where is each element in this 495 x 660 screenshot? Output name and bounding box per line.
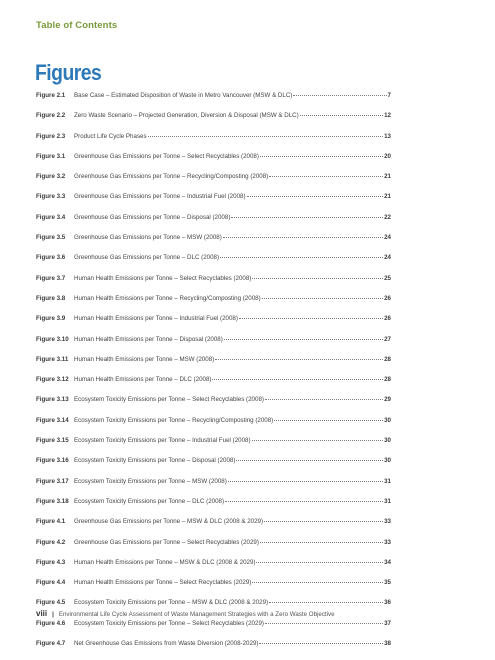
figure-number: Figure 3.2 xyxy=(36,173,66,181)
figure-caption: Zero Waste Scenario – Projected Generation, Diversion & Disposal (MSW & DLC) xyxy=(74,112,299,120)
toc-entry[interactable] xyxy=(36,417,391,437)
figure-page-number: 27 xyxy=(384,335,391,343)
figure-caption: Ecosystem Toxicity Emissions per Tonne – Select Recyclables (2008) xyxy=(74,396,264,404)
figure-caption: Greenhouse Gas Emissions per Tonne – Disposal (2008) xyxy=(74,213,231,221)
toc-entry[interactable] xyxy=(36,133,391,153)
figure-caption: Ecosystem Toxicity Emissions per Tonne – DLC (2008) xyxy=(74,497,225,505)
figure-page-number: 30 xyxy=(384,437,391,445)
figure-page-number: 33 xyxy=(384,538,391,546)
dot-leader xyxy=(212,375,383,380)
figure-number: Figure 3.13 xyxy=(36,396,69,404)
figure-number: Figure 3.18 xyxy=(36,497,69,505)
figure-caption: Human Health Emissions per Tonne – DLC (2008) xyxy=(74,376,212,384)
dot-leader xyxy=(220,253,383,258)
figure-page-number: 38 xyxy=(384,640,391,648)
toc-entry[interactable] xyxy=(36,437,391,457)
figure-caption: Ecosystem Toxicity Emissions per Tonne – Disposal (2008) xyxy=(74,457,236,465)
toc-entry[interactable] xyxy=(36,234,391,254)
dot-leader xyxy=(274,416,383,421)
figure-caption: Human Health Emissions per Tonne – Disposal (2008) xyxy=(74,335,223,343)
figure-caption: Human Health Emissions per Tonne – Select Recyclables (2029) xyxy=(74,579,252,587)
dot-leader xyxy=(262,294,383,299)
figure-number: Figure 3.9 xyxy=(36,315,66,323)
toc-entry[interactable] xyxy=(36,112,391,132)
figure-caption: Greenhouse Gas Emissions per Tonne – Recycling/Composting (2008) xyxy=(74,173,269,181)
figure-caption: Ecosystem Toxicity Emissions per Tonne – Recycling/Composting (2008) xyxy=(74,416,274,424)
figure-page-number: 20 xyxy=(384,152,391,160)
toc-entry[interactable] xyxy=(36,579,391,599)
figure-page-number: 28 xyxy=(384,355,391,363)
dot-leader xyxy=(231,213,383,218)
figure-page-number: 35 xyxy=(384,579,391,587)
document-title: Environmental Life Cycle Assessment of Waste Management Strategies with a Zero Waste Objective xyxy=(58,611,335,618)
figures-list xyxy=(36,92,391,660)
dot-leader xyxy=(260,152,383,157)
figure-caption: Human Health Emissions per Tonne – Recycling/Composting (2008) xyxy=(74,294,261,302)
figure-number: Figure 4.7 xyxy=(36,640,66,648)
toc-entry[interactable] xyxy=(36,498,391,518)
figure-number: Figure 4.4 xyxy=(36,579,66,587)
figure-page-number: 34 xyxy=(384,558,391,566)
dot-leader xyxy=(228,477,383,482)
dot-leader xyxy=(293,91,386,96)
figure-number: Figure 3.1 xyxy=(36,152,66,160)
figure-number: Figure 4.2 xyxy=(36,538,66,546)
figure-number: Figure 3.14 xyxy=(36,416,69,424)
page-title: Figures xyxy=(35,60,102,85)
figure-number: Figure 3.8 xyxy=(36,294,66,302)
figure-number: Figure 3.7 xyxy=(36,274,66,282)
figure-number: Figure 4.5 xyxy=(36,599,66,607)
dot-leader xyxy=(236,456,383,461)
figure-number: Figure 2.3 xyxy=(36,132,66,140)
figure-number: Figure 4.6 xyxy=(36,619,66,627)
toc-entry[interactable] xyxy=(36,620,391,640)
figure-page-number: 31 xyxy=(384,497,391,505)
figure-caption: Greenhouse Gas Emissions per Tonne – DLC (2008) xyxy=(74,254,220,262)
figure-page-number: 30 xyxy=(384,457,391,465)
figure-page-number: 33 xyxy=(384,518,391,526)
dot-leader xyxy=(300,111,383,116)
figure-caption: Greenhouse Gas Emissions per Tonne – Industrial Fuel (2008) xyxy=(74,193,246,201)
figure-page-number: 22 xyxy=(384,213,391,221)
dot-leader xyxy=(239,314,383,319)
toc-entry[interactable] xyxy=(36,214,391,234)
figure-page-number: 12 xyxy=(384,112,391,120)
dot-leader xyxy=(225,497,383,502)
dot-leader xyxy=(252,578,383,583)
toc-entry[interactable] xyxy=(36,559,391,579)
figure-number: Figure 3.3 xyxy=(36,193,66,201)
figure-number: Figure 3.12 xyxy=(36,376,69,384)
figure-page-number: 37 xyxy=(384,619,391,627)
dot-leader xyxy=(265,395,383,400)
figure-page-number: 7 xyxy=(387,92,391,99)
toc-entry[interactable] xyxy=(36,457,391,477)
figure-page-number: 26 xyxy=(384,315,391,323)
dot-leader xyxy=(148,132,384,137)
figure-caption: Human Health Emissions per Tonne – MSW (2008) xyxy=(74,355,215,363)
figure-caption: Greenhouse Gas Emissions per Tonne – MSW & DLC (2008 & 2029) xyxy=(74,518,264,526)
figure-number: Figure 3.6 xyxy=(36,254,66,262)
dot-leader xyxy=(264,517,383,522)
figure-page-number: 24 xyxy=(384,234,391,242)
dot-leader xyxy=(269,598,383,603)
toc-entry[interactable] xyxy=(36,153,391,173)
figure-page-number: 31 xyxy=(384,477,391,485)
figure-number: Figure 3.11 xyxy=(36,355,69,363)
figure-caption: Net Greenhouse Gas Emissions from Waste Diversion (2008-2029) xyxy=(74,640,259,648)
toc-entry[interactable] xyxy=(36,295,391,315)
dot-leader xyxy=(265,619,383,624)
figure-number: Figure 3.17 xyxy=(36,477,69,485)
figure-number: Figure 3.10 xyxy=(36,335,69,343)
figure-page-number: 21 xyxy=(384,173,391,181)
page-number: viii xyxy=(36,609,48,618)
figure-number: Figure 3.5 xyxy=(36,234,66,242)
toc-entry[interactable] xyxy=(36,254,391,274)
figure-caption: Product Life Cycle Phases xyxy=(74,132,147,140)
toc-entry[interactable] xyxy=(36,376,391,396)
figure-caption: Ecosystem Toxicity Emissions per Tonne – Select Recyclables (2029) xyxy=(74,619,264,627)
figure-caption: Ecosystem Toxicity Emissions per Tonne – Industrial Fuel (2008) xyxy=(74,437,251,445)
toc-entry[interactable] xyxy=(36,518,391,538)
figure-caption: Base Case – Estimated Disposition of Waste in Metro Vancouver (MSW & DLC) xyxy=(74,92,293,99)
figure-page-number: 25 xyxy=(384,274,391,282)
toc-entry[interactable] xyxy=(36,275,391,295)
figure-page-number: 29 xyxy=(384,396,391,404)
dot-leader xyxy=(252,274,383,279)
dot-leader xyxy=(259,639,383,644)
figure-number: Figure 3.16 xyxy=(36,457,69,465)
figure-page-number: 21 xyxy=(384,193,391,201)
toc-entry[interactable] xyxy=(36,315,391,335)
toc-entry[interactable] xyxy=(36,356,391,376)
figure-page-number: 13 xyxy=(384,132,391,140)
dot-leader xyxy=(256,558,383,563)
dot-leader xyxy=(223,233,383,238)
figure-number: Figure 2.1 xyxy=(36,92,66,99)
dot-leader xyxy=(252,436,384,441)
figure-page-number: 24 xyxy=(384,254,391,262)
figure-page-number: 26 xyxy=(384,294,391,302)
page-footer xyxy=(36,609,335,618)
dot-leader xyxy=(269,172,383,177)
figure-caption: Human Health Emissions per Tonne – Select Recyclables (2008) xyxy=(74,274,252,282)
footer-separator: | xyxy=(52,611,54,618)
figure-number: Figure 4.1 xyxy=(36,518,66,526)
toc-entry[interactable] xyxy=(36,539,391,559)
figure-number: Figure 4.3 xyxy=(36,558,66,566)
toc-entry[interactable] xyxy=(36,193,391,213)
toc-entry[interactable] xyxy=(36,92,391,112)
figure-number: Figure 3.4 xyxy=(36,213,66,221)
figure-page-number: 28 xyxy=(384,376,391,384)
figure-number: Figure 3.15 xyxy=(36,437,69,445)
dot-leader xyxy=(224,335,383,340)
figure-caption: Ecosystem Toxicity Emissions per Tonne – MSW & DLC (2008 & 2029) xyxy=(74,599,269,607)
figure-caption: Greenhouse Gas Emissions per Tonne – Select Recyclables (2008) xyxy=(74,152,259,160)
toc-entry[interactable] xyxy=(36,640,391,660)
figure-caption: Greenhouse Gas Emissions per Tonne – MSW (2008) xyxy=(74,234,222,242)
figure-caption: Greenhouse Gas Emissions per Tonne – Select Recyclables (2029) xyxy=(74,538,259,546)
dot-leader xyxy=(247,192,384,197)
figure-caption: Human Health Emissions per Tonne – Industrial Fuel (2008) xyxy=(74,315,238,323)
figure-page-number: 36 xyxy=(384,599,391,607)
figure-caption: Human Health Emissions per Tonne – MSW & DLC (2008 & 2029) xyxy=(74,558,256,566)
dot-leader xyxy=(260,538,383,543)
toc-entry[interactable] xyxy=(36,336,391,356)
dot-leader xyxy=(215,355,383,360)
toc-entry[interactable] xyxy=(36,478,391,498)
toc-entry[interactable] xyxy=(36,396,391,416)
figure-caption: Ecosystem Toxicity Emissions per Tonne – MSW (2008) xyxy=(74,477,227,485)
figure-number: Figure 2.2 xyxy=(36,112,66,120)
toc-entry[interactable] xyxy=(36,173,391,193)
figure-page-number: 30 xyxy=(384,416,391,424)
section-header: Table of Contents xyxy=(36,20,118,31)
